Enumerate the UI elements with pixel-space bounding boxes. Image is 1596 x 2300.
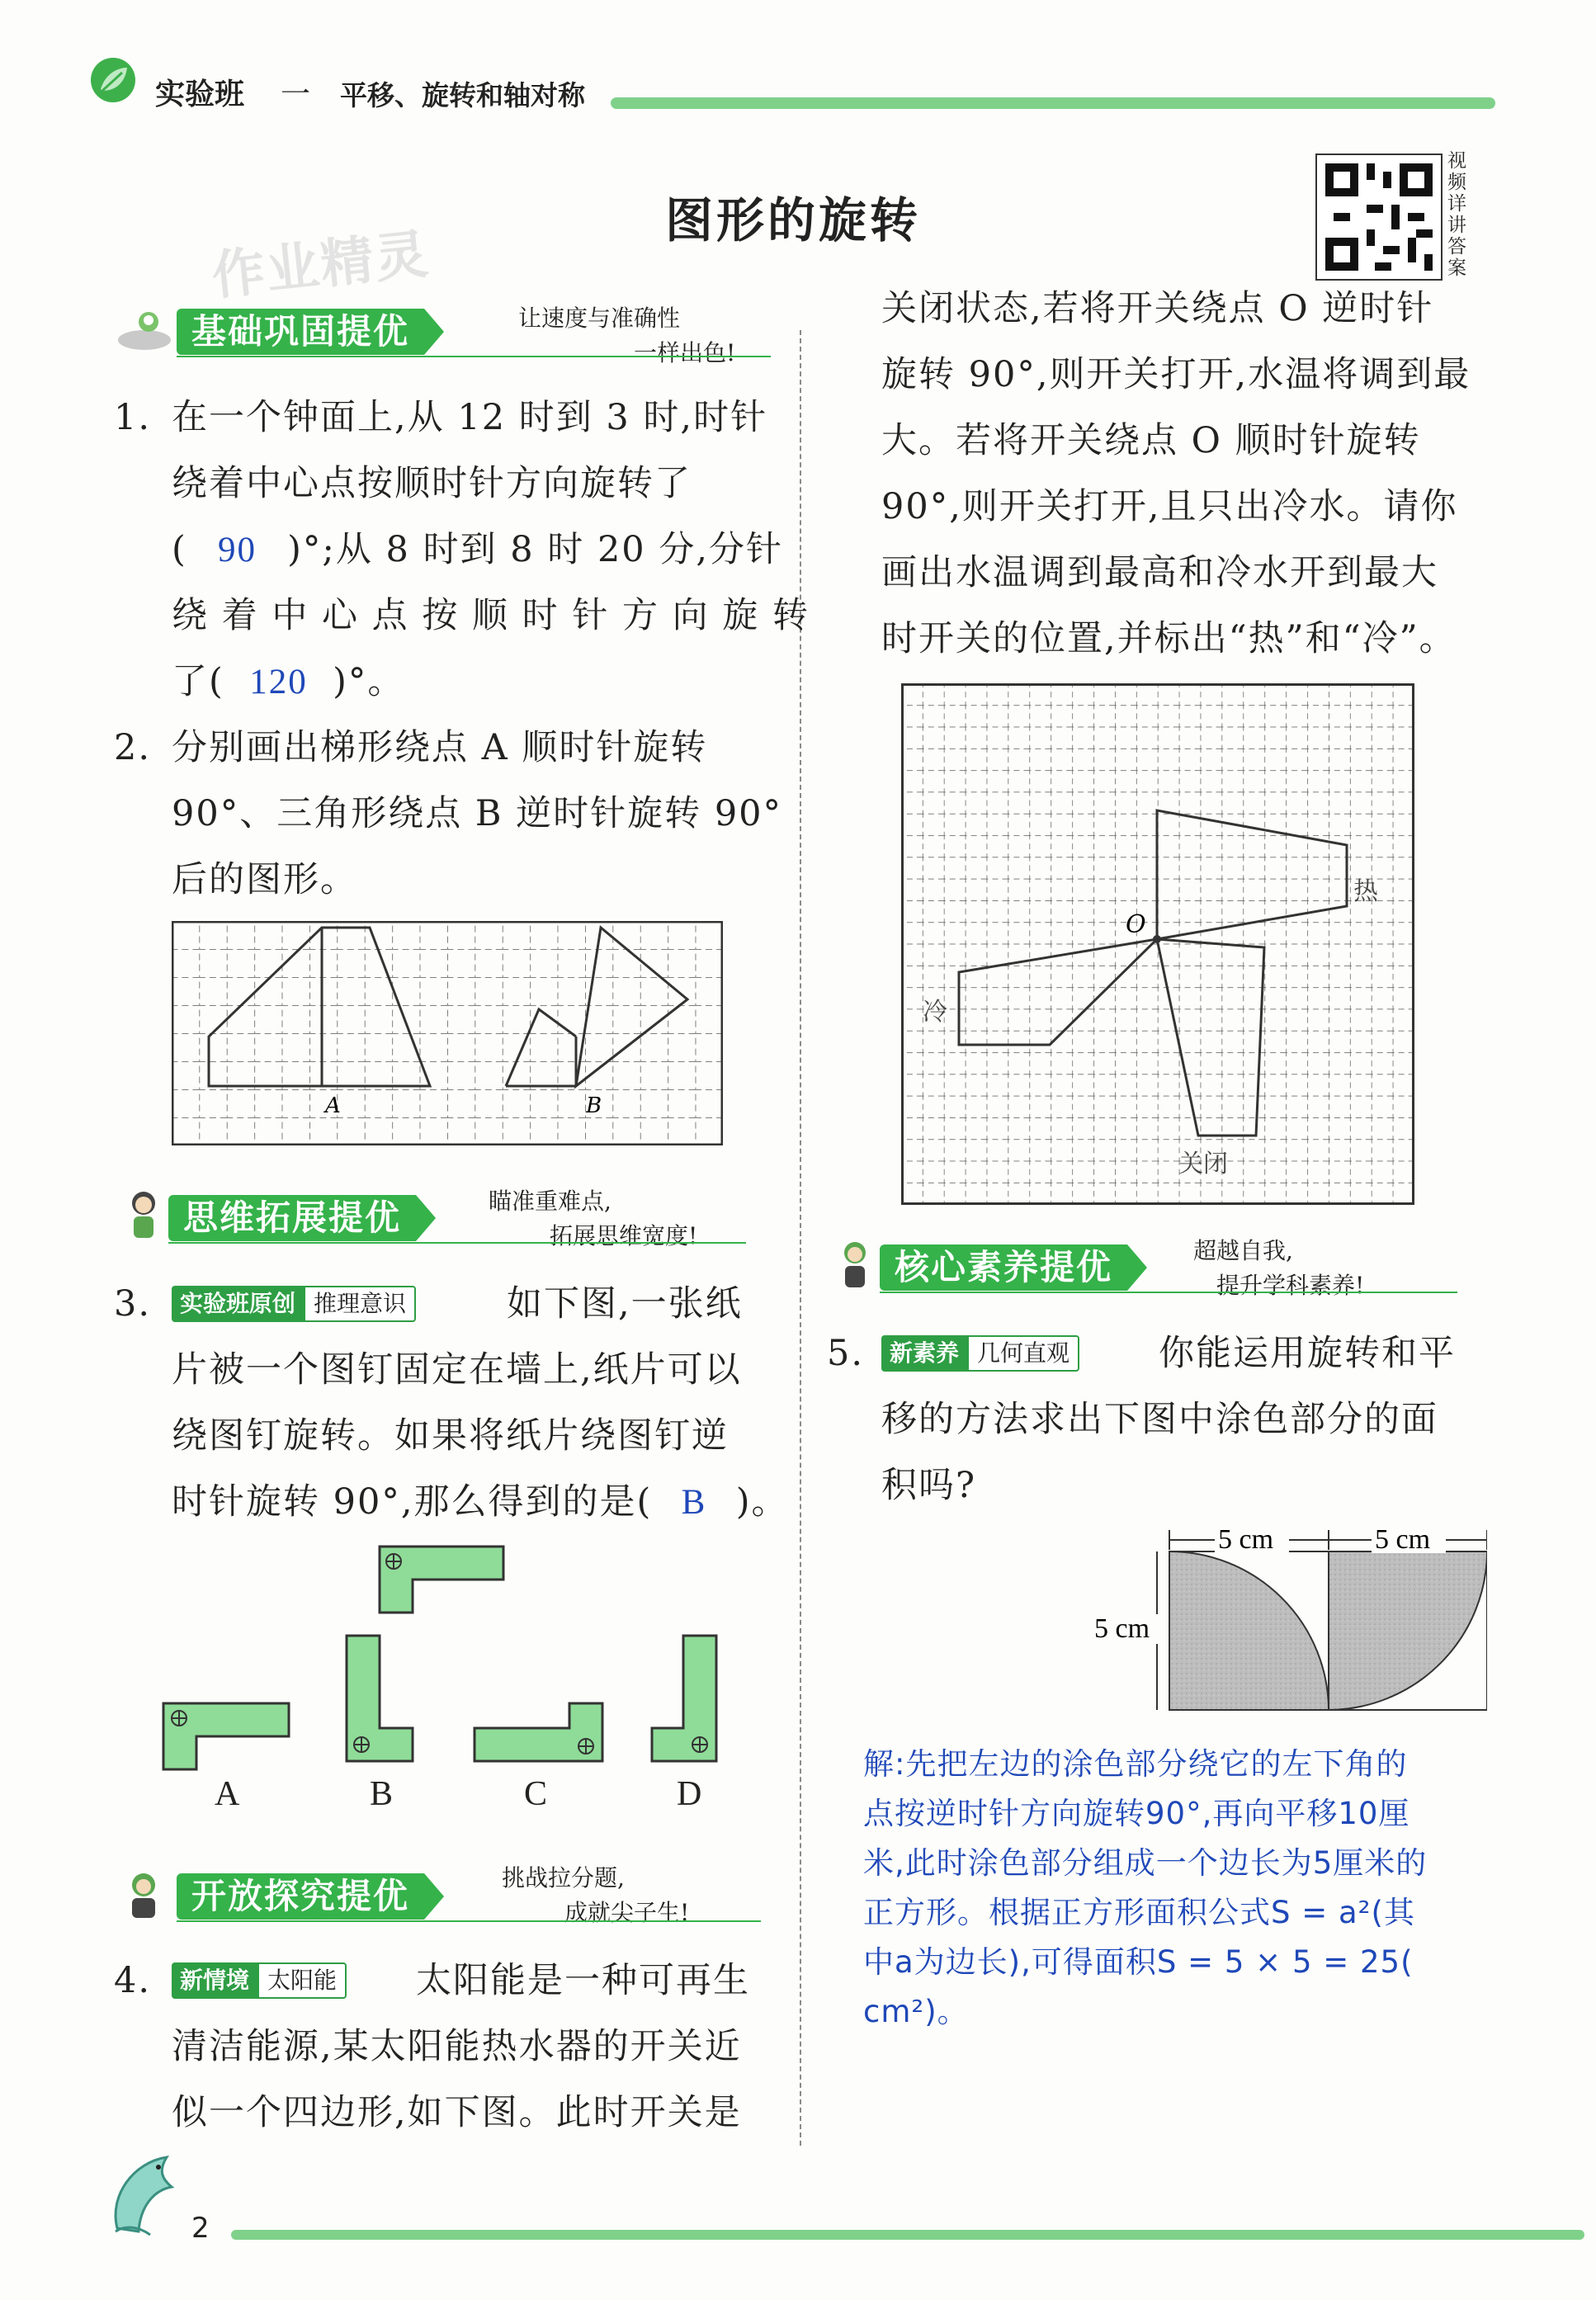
section-open-note-2: 成就尖子生! [564,1899,690,1926]
q3-option-c-label[interactable]: C [524,1775,548,1813]
q3-option-b-label[interactable]: B [370,1775,394,1813]
q3-answer[interactable]: B [681,1483,707,1522]
q3-line3: 绕图钉旋转。如果将纸片绕图钉逆 [172,1415,729,1457]
q4-line4: 关闭状态,若将开关绕点 O 逆时针 [881,288,1434,329]
q3-option-d-shape[interactable] [652,1636,716,1761]
q5-solution-line2: 点按逆时针方向旋转90°,再向平移10厘 [863,1796,1410,1831]
q5-line1: 你能运用旋转和平 [1159,1333,1456,1374]
section-basic-banner [177,309,444,355]
section-arrow [1127,1244,1147,1291]
footer-dolphin-icon [101,2146,191,2245]
q1-line5 [172,649,404,716]
q4-tag-solar: 太阳能 [257,1962,347,1999]
q3-tag-original: 实验班原创 [172,1286,304,1322]
page-number: 2 [191,2212,210,2245]
q3-line2: 片被一个图钉固定在墙上,纸片可以 [172,1349,742,1391]
section-thinking-title: 思维拓展提优 [168,1195,416,1241]
q1-line2: 绕着中心点按顺时针方向旋转了 [172,463,692,504]
q5-shaded-figure [1091,1523,1487,1721]
section-open-note-1: 挑战拉分题, [502,1864,625,1891]
q1-line3 [172,517,783,583]
q4-label-cold: 冷 [923,998,947,1027]
section-core-banner [880,1244,1147,1291]
q3-tag-reasoning: 推理意识 [304,1286,416,1322]
q3-option-b-shape[interactable] [347,1636,413,1761]
q5-dim-top-right: 5 cm [1375,1524,1431,1555]
section-core-title: 核心素养提优 [880,1244,1127,1291]
q3-options-labels [157,1774,751,1824]
q5-number: 5. [827,1333,865,1374]
section-open-rule [177,1920,761,1922]
q4-line6: 大。若将开关绕点 O 顺时针旋转 [881,420,1421,461]
q4-line8: 画出水温调到最高和冷水开到最大 [881,552,1438,593]
q4-line9: 时开关的位置,并标出“热”和“冷”。 [881,618,1457,659]
q4-line2: 清洁能源,某太阳能热水器的开关近 [172,2026,742,2067]
q1-line4: 绕 着 中 心 点 按 顺 时 针 方 向 旋 转 [172,595,810,636]
q5-solution-line3: 米,此时涂色部分组成一个边长为5厘米的 [863,1845,1428,1881]
q4-label-hot: 热 [1353,877,1378,906]
watermark: 作业精灵 [209,224,432,308]
q5-solution-line1: 解:先把左边的涂色部分绕它的左下角的 [863,1746,1408,1782]
q5-dim-left: 5 cm [1094,1613,1150,1644]
q2-grid-figure [172,921,723,1145]
q1-number: 1. [114,397,152,438]
q2-label-b: B [586,1093,602,1118]
q3-number: 3. [114,1283,152,1325]
header-brand: 实验班 [155,78,245,111]
q4-line7: 90°,则开关打开,且只出冷水。请你 [881,486,1458,527]
header-leaf-icon [89,56,137,104]
q3-line4 [172,1469,788,1536]
q2-number: 2. [114,727,152,768]
section-basic-note-1: 让速度与准确性 [518,305,681,332]
qr-label: 视频详讲答案 [1447,150,1466,279]
section-open-banner [177,1873,444,1920]
section-basic-title: 基础巩固提优 [177,309,424,355]
q1-paren-open: ( [172,529,187,570]
q3-line4-end: )。 [735,1481,789,1523]
section-core-note-2: 提升学科素养! [1216,1272,1365,1299]
mascot-car-icon [116,302,173,355]
q2-label-a: A [325,1093,341,1118]
mascot-kid-icon [116,1868,173,1921]
q3-option-a-shape[interactable] [163,1703,289,1769]
q5-tag-literacy: 新素养 [881,1335,967,1372]
q5-tags [881,1335,1079,1372]
q2-line2: 90°、三角形绕点 B 逆时针旋转 90° [172,793,783,834]
q5-tag-geometry: 几何直观 [967,1335,1079,1372]
q4-line3: 似一个四边形,如下图。此时开关是 [172,2092,742,2133]
q3-line1: 如下图,一张纸 [507,1283,743,1325]
q1-line1: 在一个钟面上,从 12 时到 3 时,时针 [172,397,768,438]
section-thinking-note-2: 拓展思维宽度! [550,1222,698,1249]
q4-label-off: 关闭 [1178,1150,1228,1178]
q5-solution-line5: 中a为边长),可得面积S = 5 × 5 = 25( [863,1944,1414,1980]
header-dash: 一 [281,78,311,111]
section-thinking-note-1: 瞄准重难点, [489,1188,611,1215]
header-bar [611,97,1495,109]
q3-line4-text: 时针旋转 90°,那么得到的是( [172,1481,653,1523]
q4-tags [172,1962,347,1999]
section-arrow [416,1195,436,1241]
q1-answer1[interactable]: 90 [217,531,257,569]
section-thinking-rule [168,1242,746,1244]
page-title: 图形的旋转 [665,192,922,248]
section-thinking-banner [168,1195,436,1241]
header-chapter: 平移、旋转和轴对称 [340,79,585,111]
q5-solution-line6: cm²)。 [863,1994,969,2029]
q5-line2: 移的方法求出下图中涂色部分的面 [881,1399,1438,1440]
q1-line3-rest: )°;从 8 时到 8 时 20 分,分针 [287,529,783,570]
mascot-girl-icon [116,1188,173,1241]
section-basic-note-2: 一样出色! [634,339,736,366]
q3-option-c-shape[interactable] [475,1703,602,1761]
footer-bar [231,2230,1584,2240]
q5-solution-line4: 正方形。根据正方形面积公式S = a²(其 [863,1895,1415,1930]
q4-tag-scenario: 新情境 [172,1962,257,1999]
q3-option-d-label[interactable]: D [677,1775,702,1813]
q4-label-o: O [1126,910,1146,939]
q1-le: 了( [172,661,224,702]
qr-code[interactable] [1315,153,1443,281]
section-core-note-1: 超越自我, [1193,1237,1293,1264]
q2-line1: 分别画出梯形绕点 A 顺时针旋转 [172,727,708,768]
section-open-title: 开放探究提优 [177,1873,424,1920]
q4-number: 4. [114,1960,152,2001]
q5-dim-top-left: 5 cm [1218,1524,1274,1555]
q1-answer2[interactable]: 120 [249,663,308,701]
mascot-boy-icon [827,1238,885,1291]
q4-line1: 太阳能是一种可再生 [416,1960,750,2001]
section-core-rule [880,1292,1457,1293]
q3-tags [172,1286,416,1322]
q4-line5: 旋转 90°,则开关打开,水温将调到最 [881,354,1471,395]
section-arrow [424,309,444,355]
q4-switch-figure [901,683,1414,1205]
q2-line3: 后的图形。 [172,859,357,900]
q3-option-a-label[interactable]: A [215,1775,240,1813]
q3-original-shape [380,1547,503,1613]
q1-line5-rest: )°。 [333,661,405,702]
q5-solution [863,1740,1490,2037]
q5-line3: 积吗? [881,1465,977,1506]
section-arrow [424,1873,444,1920]
section-basic-rule [177,356,771,357]
